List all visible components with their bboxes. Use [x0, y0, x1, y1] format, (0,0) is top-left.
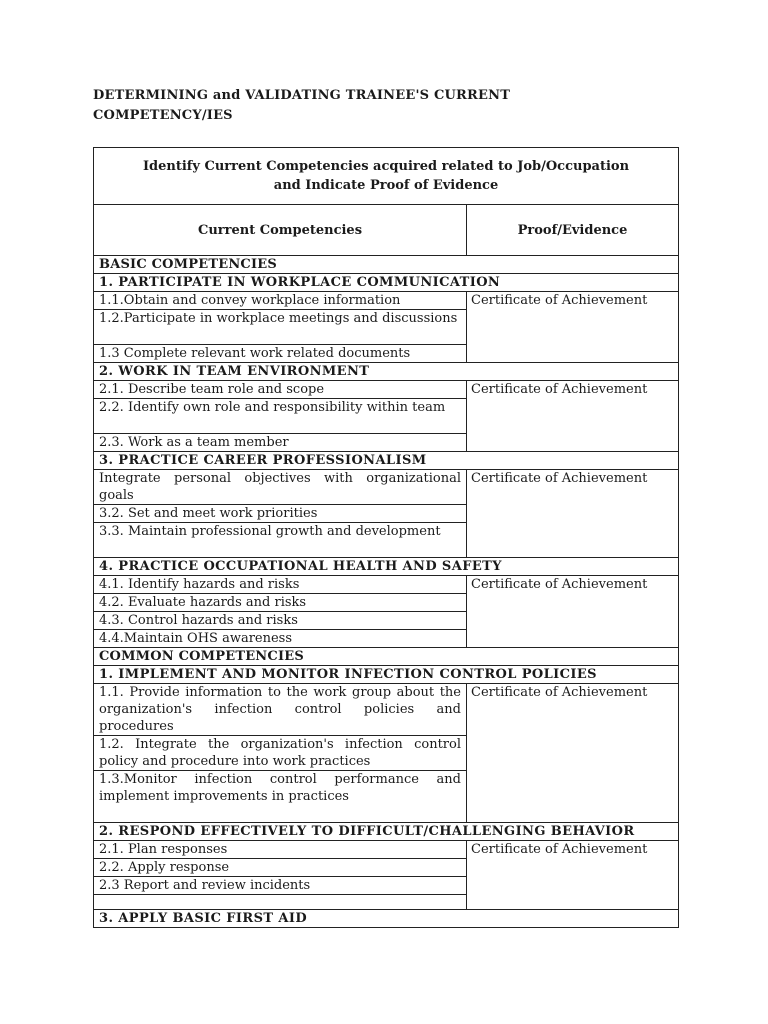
competency-item: 1.1.Obtain and convey workplace information	[94, 292, 467, 310]
competency-item: 3.2. Set and meet work priorities	[94, 505, 467, 523]
competency-item: 1.2. Integrate the organization's infection control policy and procedure into work practices	[94, 736, 467, 771]
competency-item: 2.2. Identify own role and responsibility within team	[94, 399, 467, 434]
group-title: 2. WORK IN TEAM ENVIRONMENT	[94, 363, 679, 381]
group-title: 1. PARTICIPATE IN WORKPLACE COMMUNICATION	[94, 274, 679, 292]
table-title-line2: and Indicate Proof of Evidence	[273, 178, 499, 193]
column-header-competencies: Current Competencies	[94, 205, 467, 256]
section-basic-competencies: BASIC COMPETENCIES	[94, 256, 679, 274]
proof-cell: Certificate of Achievement	[467, 576, 679, 648]
competency-item: 1.2.Participate in workplace meetings and discussions	[94, 310, 467, 345]
competency-item: 2.1. Describe team role and scope	[94, 381, 467, 399]
competency-table	[93, 147, 679, 928]
competency-item: 2.2. Apply response	[94, 859, 467, 877]
competency-item: 1.1. Provide information to the work group about the organization's infection control policies and procedures	[94, 684, 467, 736]
column-header-proof: Proof/Evidence	[467, 205, 679, 256]
page-heading-line1: DETERMINING and VALIDATING TRAINEE'S CURRENT	[93, 88, 511, 103]
page-heading	[93, 86, 653, 126]
group-title: 1. IMPLEMENT AND MONITOR INFECTION CONTROL POLICIES	[94, 666, 679, 684]
competency-item: 2.3. Work as a team member	[94, 434, 467, 452]
section-common-competencies: COMMON COMPETENCIES	[94, 648, 679, 666]
group-title: 3. APPLY BASIC FIRST AID	[94, 910, 679, 928]
competency-item: Integrate personal objectives with organizational goals	[94, 470, 467, 505]
competency-item: 4.2. Evaluate hazards and risks	[94, 594, 467, 612]
competency-item: 4.3. Control hazards and risks	[94, 612, 467, 630]
competency-item: 2.3 Report and review incidents	[94, 877, 467, 895]
table-title	[94, 148, 679, 205]
proof-cell: Certificate of Achievement	[467, 292, 679, 363]
proof-cell: Certificate of Achievement	[467, 841, 679, 910]
page-heading-line2: COMPETENCY/IES	[93, 108, 233, 123]
proof-cell: Certificate of Achievement	[467, 684, 679, 823]
proof-cell: Certificate of Achievement	[467, 381, 679, 452]
competency-item: 4.4.Maintain OHS awareness	[94, 630, 467, 648]
competency-item: 1.3.Monitor infection control performance and implement improvements in practices	[94, 771, 467, 823]
competency-item: 2.1. Plan responses	[94, 841, 467, 859]
competency-item: 1.3 Complete relevant work related documents	[94, 345, 467, 363]
group-title: 3. PRACTICE CAREER PROFESSIONALISM	[94, 452, 679, 470]
table-title-line1: Identify Current Competencies acquired related to Job/Occupation	[142, 159, 630, 174]
proof-cell: Certificate of Achievement	[467, 470, 679, 558]
group-title: 4. PRACTICE OCCUPATIONAL HEALTH AND SAFETY	[94, 558, 679, 576]
competency-item: 4.1. Identify hazards and risks	[94, 576, 467, 594]
competency-item: 3.3. Maintain professional growth and development	[94, 523, 467, 558]
empty-row	[94, 895, 467, 910]
group-title: 2. RESPOND EFFECTIVELY TO DIFFICULT/CHALLENGING BEHAVIOR	[94, 823, 679, 841]
